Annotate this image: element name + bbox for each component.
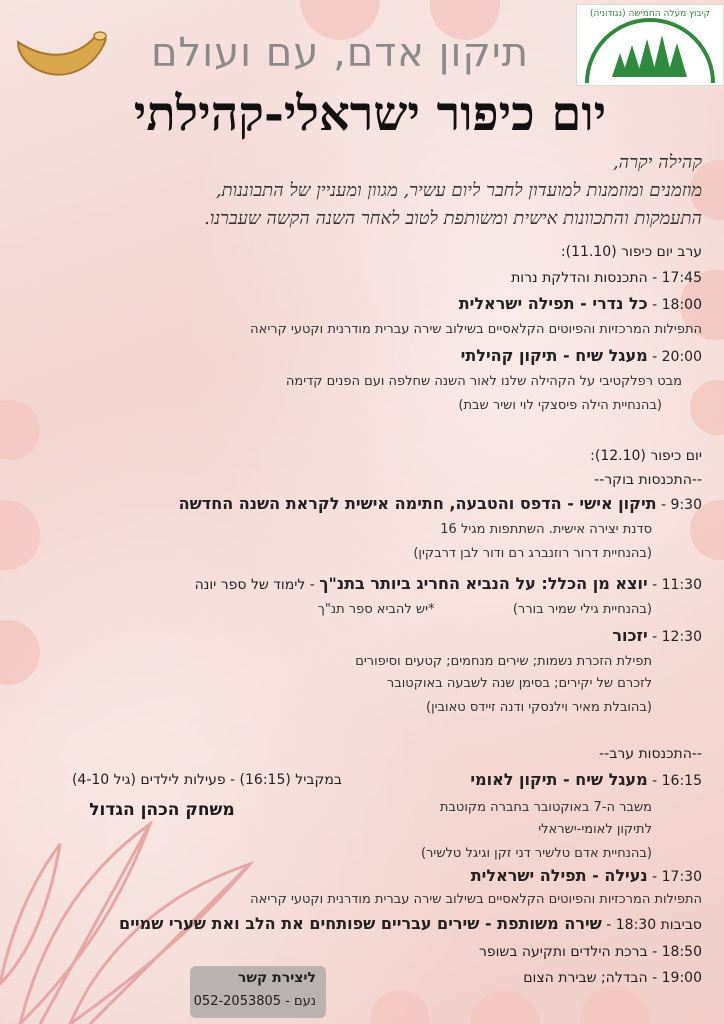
item-description: מבט רפלקטיבי על הקהילה שלנו לאור השנה שחלפה ועם הפנים קדימה xyxy=(285,374,682,389)
item-time: 12:30 xyxy=(661,629,702,645)
kibbutz-logo xyxy=(576,4,724,86)
item-time: 19:00 xyxy=(661,970,702,986)
item-title: תיקון אישי - הדפס והטבעה, חתימה אישית לקראת השנה החדשה xyxy=(178,494,657,513)
schedule-item: 20:00 - מעגל שיח - תיקון קהילתי xyxy=(460,346,702,365)
item-time: סביבות 18:30 xyxy=(615,917,702,933)
day-heading: יום כיפור (12.10): xyxy=(590,448,702,464)
schedule-item: 18:00 - כל נדרי - תפילה ישראלית xyxy=(458,294,702,313)
schedule-item: 12:30 - יזכור xyxy=(612,626,702,645)
item-title-rest: שבירת הצום xyxy=(523,970,597,986)
facilitators: (בהנחיית גילי שמיר בורר) xyxy=(512,602,652,617)
item-title: מעגל שיח - תיקון קהילתי xyxy=(460,346,648,365)
schedule-item: 16:15 - מעגל שיח - תיקון לאומי xyxy=(470,770,702,789)
shofar-icon xyxy=(12,22,108,86)
contact-phone[interactable]: נעם - 052-2053805 xyxy=(193,994,316,1009)
item-time: 18:00 xyxy=(661,297,702,313)
item-time: 20:00 xyxy=(661,349,702,365)
intro-line: מוזמנים ומוזמנות למועדון לחבר ליום עשיר, מגוון ומעניין של התבוננות, xyxy=(215,180,702,201)
item-facilitators: (בהנחיית דרור רוזנברג רם ודור לבן דרבקין) xyxy=(413,546,652,561)
morning-heading: --התכנסות בוקר-- xyxy=(594,472,702,488)
item-title: נעילה - תפילה ישראלית xyxy=(470,866,648,885)
contact-title: ליצירת קשר xyxy=(237,970,316,986)
eve-heading: ערב יום כיפור (11.10): xyxy=(560,244,702,260)
item-title: מעגל שיח - תיקון לאומי xyxy=(470,770,648,789)
schedule-item: סביבות 18:30 - שירה משותפת - שירים עבריים שפותחים את הלב ואת שערי שמיים xyxy=(119,914,702,933)
item-title: הבדלה; xyxy=(600,970,648,986)
item-description: התפילות המרכזיות והפיוטים הקלאסיים בשילוב שירה עברית מודרנית וקטעי קריאה xyxy=(250,322,702,337)
logo-text: קיבוץ מעלה החמישה (נגודוניה) xyxy=(589,9,711,19)
item-description: לזכרם של יקירים; בסימן שנה לשבעה באוקטובר xyxy=(386,676,652,691)
decor-dot xyxy=(580,985,650,1024)
item-note: *יש להביא ספר תנ"ך xyxy=(317,602,435,617)
item-facilitators: (בהובלת מאיר וילנסקי ודנה זיידס טאובין) xyxy=(426,700,652,715)
intro-greeting: קהילה יקרה, xyxy=(612,152,702,173)
item-title: יזכור xyxy=(612,626,648,645)
decor-dot xyxy=(370,990,430,1024)
decor-dot xyxy=(690,380,724,435)
page-title: יום כיפור ישראלי-קהילתי xyxy=(133,86,607,142)
item-time: 17:45 xyxy=(661,270,702,286)
item-description: תפילת הזכרת נשמות; שירים מנחמים; קטעים וסיפורים xyxy=(355,654,652,669)
evening-heading: --התכנסות ערב-- xyxy=(599,746,702,762)
item-description: לתיקון לאומי-ישראלי xyxy=(538,822,652,837)
schedule-item: 11:30 - יוצא מן הכלל: על הנביא החריג ביותר בתנ"ך - לימוד של ספר יונה xyxy=(194,574,702,593)
schedule-item: 18:50 - ברכת הילדים ותקיעה בשופר xyxy=(478,944,702,960)
item-description: התפילות המרכזיות והפיוטים הקלאסיים בשילוב שירה עברית מודרנית וקטעי קריאה xyxy=(250,892,702,907)
item-facilitators: (בהנחיית אדם טלשיר דני זקן וגיגל טלשיר) xyxy=(421,846,652,861)
item-title: כל נדרי - תפילה ישראלית xyxy=(458,294,648,313)
item-description: סדנת יצירה אישית. השתתפות מגיל 16 xyxy=(440,522,652,537)
item-time: 17:30 xyxy=(661,869,702,885)
contact-box xyxy=(190,966,326,1018)
item-title: יוצא מן הכלל: על הנביא החריג ביותר בתנ"ך xyxy=(319,574,648,593)
page-subtitle: תיקון אדם, עם ועולם xyxy=(150,30,530,76)
item-title: ברכת הילדים ותקיעה בשופר xyxy=(478,944,648,960)
schedule-item: 19:00 - הבדלה; שבירת הצום xyxy=(523,970,702,986)
kids-activity: במקביל (16:15) - פעילות לילדים (גיל 4-10) xyxy=(71,772,342,788)
item-title-rest: - לימוד של ספר יונה xyxy=(194,577,315,593)
item-title: התכנסות והדלקת נרות xyxy=(511,270,648,286)
item-time: 16:15 xyxy=(661,773,702,789)
schedule-item: 17:45 - התכנסות והדלקת נרות xyxy=(511,270,702,286)
schedule-item: 9:30 - תיקון אישי - הדפס והטבעה, חתימה אישית לקראת השנה החדשה xyxy=(178,494,702,513)
intro-line: התעמקות והתכוונות אישית ומשותפת לטוב לאחר השנה הקשה שעברנו. xyxy=(204,208,702,229)
item-facilitators xyxy=(0,600,652,620)
item-time: 18:50 xyxy=(661,944,702,960)
item-facilitators: (בהנחיית הילה פיסצקי לוי ושיר שבת) xyxy=(458,398,662,413)
kids-game: משחק הכהן הגדול xyxy=(89,800,235,820)
decor-dot xyxy=(470,990,540,1024)
item-title: שירה משותפת - שירים עבריים שפותחים את הלב ואת שערי שמיים xyxy=(119,914,602,933)
item-time: 9:30 xyxy=(670,497,702,513)
schedule-item: 17:30 - נעילה - תפילה ישראלית xyxy=(470,866,702,885)
item-description: משבר ה-7 באוקטובר בחברה מקוטבת xyxy=(439,800,652,815)
item-time: 11:30 xyxy=(661,577,702,593)
